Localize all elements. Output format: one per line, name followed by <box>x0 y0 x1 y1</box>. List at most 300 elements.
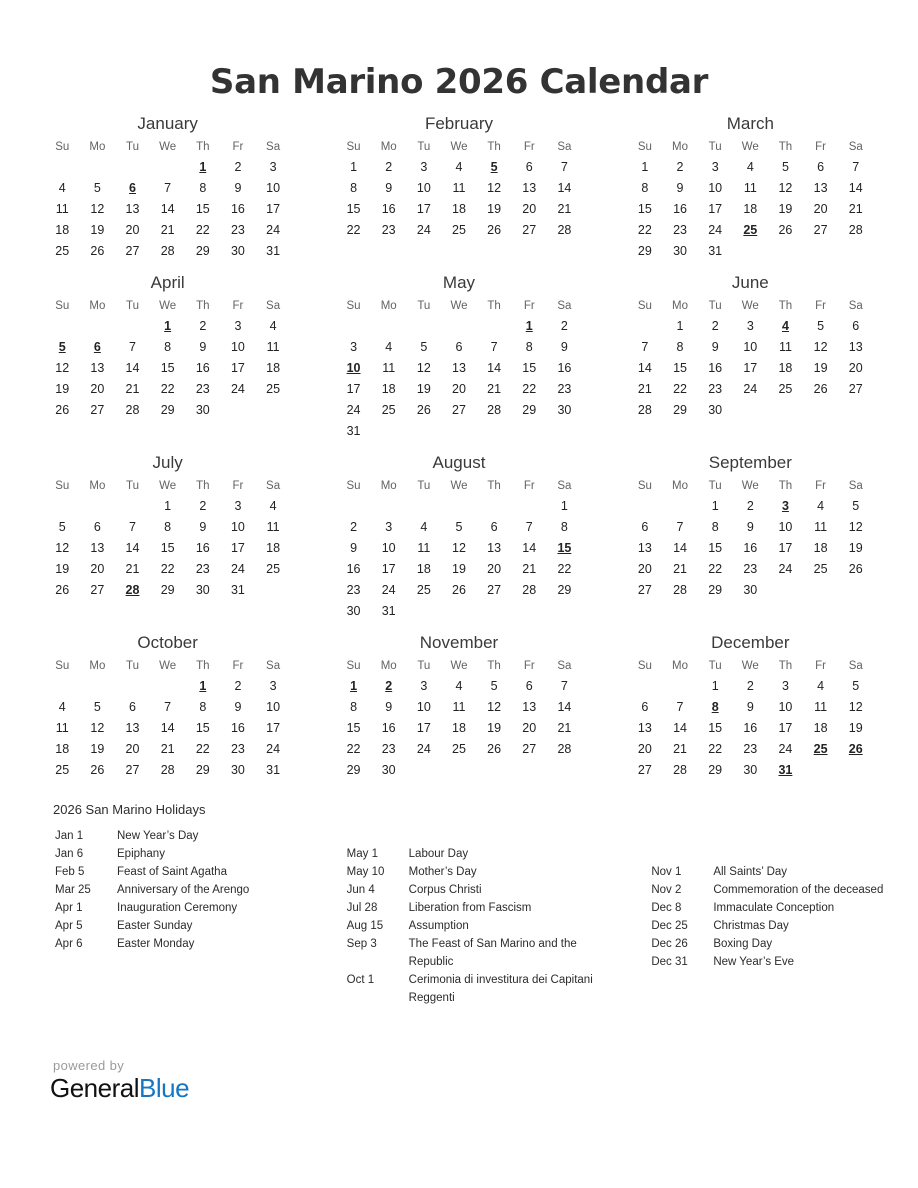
day-cell[interactable]: 7 <box>164 180 172 195</box>
day-cell[interactable]: 22 <box>160 561 175 576</box>
day-cell[interactable]: 22 <box>522 381 537 396</box>
day-cell[interactable]: 23 <box>708 381 723 396</box>
day-cell[interactable]: 4 <box>269 498 277 513</box>
holiday-day-cell[interactable]: 6 <box>93 339 101 354</box>
day-cell[interactable]: 13 <box>90 360 105 375</box>
day-cell[interactable]: 11 <box>266 519 280 534</box>
day-cell[interactable]: 16 <box>230 201 245 216</box>
day-cell[interactable]: 23 <box>230 741 245 756</box>
day-cell[interactable]: 23 <box>743 561 758 576</box>
day-cell[interactable]: 26 <box>487 741 502 756</box>
day-cell[interactable]: 21 <box>557 201 572 216</box>
day-cell[interactable]: 10 <box>708 180 723 195</box>
day-cell[interactable]: 2 <box>199 498 207 513</box>
day-cell[interactable]: 30 <box>708 402 723 417</box>
day-cell[interactable]: 15 <box>708 720 723 735</box>
day-cell[interactable]: 13 <box>522 699 537 714</box>
day-cell[interactable]: 1 <box>711 678 719 693</box>
day-cell[interactable]: 14 <box>557 180 572 195</box>
day-cell[interactable]: 26 <box>90 243 105 258</box>
day-cell[interactable]: 8 <box>199 699 207 714</box>
day-cell[interactable]: 24 <box>230 381 245 396</box>
day-cell[interactable]: 6 <box>641 519 649 534</box>
day-cell[interactable]: 30 <box>195 582 210 597</box>
day-cell[interactable]: 26 <box>778 222 793 237</box>
day-cell[interactable]: 25 <box>452 222 466 237</box>
day-cell[interactable]: 11 <box>452 180 466 195</box>
day-cell[interactable]: 23 <box>346 582 361 597</box>
day-cell[interactable]: 4 <box>58 180 66 195</box>
day-cell[interactable]: 19 <box>778 201 793 216</box>
day-cell[interactable]: 25 <box>416 582 431 597</box>
day-cell[interactable]: 30 <box>381 762 396 777</box>
day-cell[interactable]: 30 <box>230 243 245 258</box>
day-cell[interactable]: 16 <box>557 360 572 375</box>
day-cell[interactable]: 5 <box>852 678 860 693</box>
day-cell[interactable]: 28 <box>160 762 175 777</box>
day-cell[interactable]: 29 <box>637 243 652 258</box>
holiday-day-cell[interactable]: 8 <box>711 699 719 714</box>
day-cell[interactable]: 25 <box>55 762 70 777</box>
day-cell[interactable]: 17 <box>266 720 281 735</box>
day-cell[interactable]: 6 <box>641 699 649 714</box>
day-cell[interactable]: 12 <box>848 699 863 714</box>
holiday-day-cell[interactable]: 1 <box>525 318 533 333</box>
day-cell[interactable]: 25 <box>266 561 281 576</box>
holiday-day-cell[interactable]: 4 <box>781 318 789 333</box>
day-cell[interactable]: 29 <box>160 402 175 417</box>
day-cell[interactable]: 21 <box>673 561 687 576</box>
day-cell[interactable]: 18 <box>452 720 466 735</box>
day-cell[interactable]: 6 <box>852 318 860 333</box>
day-cell[interactable]: 12 <box>848 519 863 534</box>
day-cell[interactable]: 8 <box>676 339 684 354</box>
day-cell[interactable]: 12 <box>487 180 502 195</box>
day-cell[interactable]: 20 <box>522 201 537 216</box>
day-cell[interactable]: 17 <box>346 381 361 396</box>
day-cell[interactable]: 10 <box>416 180 431 195</box>
day-cell[interactable]: 31 <box>230 582 245 597</box>
day-cell[interactable]: 4 <box>455 159 463 174</box>
day-cell[interactable]: 24 <box>416 222 431 237</box>
day-cell[interactable]: 29 <box>195 762 210 777</box>
day-cell[interactable]: 21 <box>557 720 572 735</box>
day-cell[interactable]: 21 <box>160 222 175 237</box>
day-cell[interactable]: 14 <box>848 180 863 195</box>
day-cell[interactable]: 8 <box>711 519 719 534</box>
day-cell[interactable]: 31 <box>266 762 281 777</box>
day-cell[interactable]: 23 <box>381 222 396 237</box>
day-cell[interactable]: 14 <box>522 540 537 555</box>
day-cell[interactable]: 26 <box>90 762 105 777</box>
day-cell[interactable]: 20 <box>522 720 537 735</box>
day-cell[interactable]: 18 <box>266 540 281 555</box>
day-cell[interactable]: 12 <box>452 540 466 555</box>
day-cell[interactable]: 1 <box>560 498 568 513</box>
day-cell[interactable]: 24 <box>743 381 758 396</box>
day-cell[interactable]: 28 <box>557 741 572 756</box>
day-cell[interactable]: 8 <box>199 180 207 195</box>
day-cell[interactable]: 3 <box>711 159 719 174</box>
day-cell[interactable]: 14 <box>160 720 175 735</box>
day-cell[interactable]: 23 <box>195 561 210 576</box>
holiday-day-cell[interactable]: 2 <box>385 678 393 693</box>
day-cell[interactable]: 18 <box>266 360 281 375</box>
day-cell[interactable]: 2 <box>560 318 568 333</box>
day-cell[interactable]: 3 <box>234 318 242 333</box>
day-cell[interactable]: 21 <box>848 201 863 216</box>
day-cell[interactable]: 27 <box>637 582 652 597</box>
day-cell[interactable]: 17 <box>381 561 396 576</box>
day-cell[interactable]: 13 <box>125 201 140 216</box>
day-cell[interactable]: 17 <box>708 201 723 216</box>
day-cell[interactable]: 7 <box>676 519 684 534</box>
day-cell[interactable]: 11 <box>55 720 69 735</box>
day-cell[interactable]: 12 <box>813 339 828 354</box>
day-cell[interactable]: 5 <box>781 159 789 174</box>
day-cell[interactable]: 9 <box>746 699 754 714</box>
holiday-day-cell[interactable]: 10 <box>346 360 361 375</box>
day-cell[interactable]: 16 <box>743 540 758 555</box>
day-cell[interactable]: 20 <box>637 561 652 576</box>
day-cell[interactable]: 20 <box>90 381 105 396</box>
day-cell[interactable]: 28 <box>848 222 863 237</box>
day-cell[interactable]: 28 <box>673 762 687 777</box>
day-cell[interactable]: 2 <box>234 159 242 174</box>
day-cell[interactable]: 3 <box>420 678 428 693</box>
day-cell[interactable]: 21 <box>673 741 687 756</box>
day-cell[interactable]: 7 <box>129 519 136 534</box>
day-cell[interactable]: 27 <box>487 582 502 597</box>
day-cell[interactable]: 13 <box>848 339 863 354</box>
day-cell[interactable]: 30 <box>195 402 210 417</box>
day-cell[interactable]: 27 <box>125 762 140 777</box>
day-cell[interactable]: 7 <box>490 339 498 354</box>
day-cell[interactable]: 18 <box>778 360 793 375</box>
day-cell[interactable]: 29 <box>346 762 361 777</box>
day-cell[interactable]: 3 <box>269 159 277 174</box>
day-cell[interactable]: 6 <box>490 519 498 534</box>
day-cell[interactable]: 6 <box>525 159 533 174</box>
day-cell[interactable]: 12 <box>55 540 70 555</box>
day-cell[interactable]: 21 <box>125 561 140 576</box>
day-cell[interactable]: 15 <box>160 540 175 555</box>
day-cell[interactable]: 26 <box>416 402 431 417</box>
day-cell[interactable]: 19 <box>848 540 863 555</box>
day-cell[interactable]: 13 <box>452 360 466 375</box>
day-cell[interactable]: 20 <box>90 561 105 576</box>
day-cell[interactable]: 23 <box>195 381 210 396</box>
day-cell[interactable]: 9 <box>199 519 207 534</box>
day-cell[interactable]: 14 <box>637 360 652 375</box>
day-cell[interactable]: 9 <box>560 339 568 354</box>
day-cell[interactable]: 22 <box>708 741 723 756</box>
day-cell[interactable]: 19 <box>55 381 70 396</box>
day-cell[interactable]: 6 <box>817 159 825 174</box>
day-cell[interactable]: 29 <box>557 582 572 597</box>
day-cell[interactable]: 13 <box>90 540 105 555</box>
day-cell[interactable]: 27 <box>452 402 466 417</box>
day-cell[interactable]: 25 <box>266 381 281 396</box>
day-cell[interactable]: 20 <box>125 222 140 237</box>
holiday-day-cell[interactable]: 28 <box>125 582 140 597</box>
day-cell[interactable]: 22 <box>637 222 652 237</box>
day-cell[interactable]: 15 <box>673 360 687 375</box>
day-cell[interactable]: 27 <box>522 741 537 756</box>
day-cell[interactable]: 10 <box>416 699 431 714</box>
day-cell[interactable]: 10 <box>230 339 245 354</box>
holiday-day-cell[interactable]: 5 <box>490 159 498 174</box>
day-cell[interactable]: 5 <box>93 699 101 714</box>
day-cell[interactable]: 14 <box>125 360 140 375</box>
day-cell[interactable]: 12 <box>778 180 793 195</box>
day-cell[interactable]: 27 <box>848 381 863 396</box>
day-cell[interactable]: 11 <box>452 699 466 714</box>
day-cell[interactable]: 9 <box>676 180 684 195</box>
day-cell[interactable]: 19 <box>813 360 828 375</box>
day-cell[interactable]: 17 <box>416 201 431 216</box>
day-cell[interactable]: 22 <box>673 381 687 396</box>
day-cell[interactable]: 19 <box>416 381 431 396</box>
holiday-day-cell[interactable]: 3 <box>781 498 789 513</box>
day-cell[interactable]: 5 <box>93 180 101 195</box>
day-cell[interactable]: 14 <box>160 201 175 216</box>
day-cell[interactable]: 28 <box>637 402 652 417</box>
day-cell[interactable]: 18 <box>416 561 431 576</box>
day-cell[interactable]: 9 <box>711 339 719 354</box>
day-cell[interactable]: 5 <box>420 339 428 354</box>
holiday-day-cell[interactable]: 25 <box>743 222 758 237</box>
day-cell[interactable]: 17 <box>416 720 431 735</box>
day-cell[interactable]: 9 <box>350 540 358 555</box>
day-cell[interactable]: 2 <box>234 678 242 693</box>
day-cell[interactable]: 27 <box>90 402 105 417</box>
day-cell[interactable]: 1 <box>641 159 649 174</box>
day-cell[interactable]: 4 <box>746 159 754 174</box>
day-cell[interactable]: 8 <box>525 339 533 354</box>
day-cell[interactable]: 14 <box>487 360 502 375</box>
day-cell[interactable]: 30 <box>743 762 758 777</box>
day-cell[interactable]: 18 <box>55 222 70 237</box>
day-cell[interactable]: 13 <box>522 180 537 195</box>
day-cell[interactable]: 31 <box>708 243 723 258</box>
day-cell[interactable]: 4 <box>420 519 428 534</box>
day-cell[interactable]: 8 <box>350 180 358 195</box>
day-cell[interactable]: 8 <box>164 339 172 354</box>
day-cell[interactable]: 19 <box>487 201 502 216</box>
day-cell[interactable]: 6 <box>455 339 463 354</box>
day-cell[interactable]: 10 <box>778 699 793 714</box>
day-cell[interactable]: 19 <box>90 222 105 237</box>
day-cell[interactable]: 19 <box>848 720 863 735</box>
day-cell[interactable]: 19 <box>452 561 466 576</box>
day-cell[interactable]: 24 <box>381 582 396 597</box>
day-cell[interactable]: 16 <box>195 540 210 555</box>
day-cell[interactable]: 9 <box>746 519 754 534</box>
day-cell[interactable]: 5 <box>58 519 66 534</box>
day-cell[interactable]: 8 <box>641 180 649 195</box>
day-cell[interactable]: 1 <box>711 498 719 513</box>
day-cell[interactable]: 31 <box>346 423 361 438</box>
day-cell[interactable]: 27 <box>813 222 828 237</box>
day-cell[interactable]: 8 <box>164 519 172 534</box>
day-cell[interactable]: 10 <box>743 339 758 354</box>
day-cell[interactable]: 22 <box>195 741 210 756</box>
day-cell[interactable]: 4 <box>817 498 825 513</box>
day-cell[interactable]: 11 <box>814 519 828 534</box>
day-cell[interactable]: 17 <box>230 360 245 375</box>
day-cell[interactable]: 9 <box>234 699 242 714</box>
day-cell[interactable]: 29 <box>708 582 723 597</box>
day-cell[interactable]: 13 <box>125 720 140 735</box>
day-cell[interactable]: 16 <box>743 720 758 735</box>
day-cell[interactable]: 24 <box>778 741 793 756</box>
day-cell[interactable]: 7 <box>641 339 649 354</box>
day-cell[interactable]: 28 <box>160 243 175 258</box>
day-cell[interactable]: 14 <box>557 699 572 714</box>
day-cell[interactable]: 19 <box>55 561 70 576</box>
day-cell[interactable]: 27 <box>522 222 537 237</box>
day-cell[interactable]: 15 <box>195 720 210 735</box>
day-cell[interactable]: 30 <box>557 402 572 417</box>
day-cell[interactable]: 3 <box>746 318 754 333</box>
day-cell[interactable]: 6 <box>129 699 136 714</box>
day-cell[interactable]: 16 <box>195 360 210 375</box>
day-cell[interactable]: 16 <box>673 201 687 216</box>
day-cell[interactable]: 28 <box>522 582 537 597</box>
day-cell[interactable]: 27 <box>637 762 652 777</box>
day-cell[interactable]: 10 <box>381 540 396 555</box>
day-cell[interactable]: 11 <box>382 360 396 375</box>
holiday-day-cell[interactable]: 15 <box>557 540 572 555</box>
day-cell[interactable]: 4 <box>269 318 277 333</box>
day-cell[interactable]: 29 <box>522 402 537 417</box>
day-cell[interactable]: 16 <box>230 720 245 735</box>
day-cell[interactable]: 1 <box>676 318 684 333</box>
day-cell[interactable]: 2 <box>385 159 393 174</box>
day-cell[interactable]: 11 <box>814 699 828 714</box>
day-cell[interactable]: 12 <box>90 201 105 216</box>
day-cell[interactable]: 20 <box>125 741 140 756</box>
day-cell[interactable]: 3 <box>234 498 242 513</box>
day-cell[interactable]: 9 <box>234 180 242 195</box>
day-cell[interactable]: 17 <box>778 720 793 735</box>
day-cell[interactable]: 22 <box>346 222 361 237</box>
day-cell[interactable]: 12 <box>487 699 502 714</box>
holiday-day-cell[interactable]: 25 <box>813 741 828 756</box>
day-cell[interactable]: 10 <box>778 519 793 534</box>
day-cell[interactable]: 7 <box>560 678 568 693</box>
day-cell[interactable]: 14 <box>673 540 687 555</box>
day-cell[interactable]: 4 <box>58 699 66 714</box>
day-cell[interactable]: 23 <box>381 741 396 756</box>
day-cell[interactable]: 24 <box>708 222 723 237</box>
day-cell[interactable]: 26 <box>55 402 70 417</box>
day-cell[interactable]: 2 <box>746 678 754 693</box>
day-cell[interactable]: 30 <box>230 762 245 777</box>
day-cell[interactable]: 18 <box>813 720 828 735</box>
day-cell[interactable]: 25 <box>381 402 396 417</box>
day-cell[interactable]: 15 <box>195 201 210 216</box>
day-cell[interactable]: 18 <box>55 741 70 756</box>
day-cell[interactable]: 27 <box>90 582 105 597</box>
day-cell[interactable]: 23 <box>673 222 687 237</box>
day-cell[interactable]: 26 <box>452 582 466 597</box>
day-cell[interactable]: 16 <box>346 561 361 576</box>
day-cell[interactable]: 4 <box>817 678 825 693</box>
day-cell[interactable]: 7 <box>852 159 860 174</box>
day-cell[interactable]: 30 <box>346 603 361 618</box>
day-cell[interactable]: 15 <box>160 360 175 375</box>
day-cell[interactable]: 28 <box>125 402 140 417</box>
day-cell[interactable]: 21 <box>125 381 140 396</box>
day-cell[interactable]: 16 <box>381 720 396 735</box>
day-cell[interactable]: 26 <box>848 561 863 576</box>
day-cell[interactable]: 19 <box>90 741 105 756</box>
day-cell[interactable]: 7 <box>164 699 172 714</box>
day-cell[interactable]: 2 <box>711 318 719 333</box>
day-cell[interactable]: 13 <box>487 540 502 555</box>
day-cell[interactable]: 25 <box>55 243 70 258</box>
day-cell[interactable]: 15 <box>346 720 361 735</box>
day-cell[interactable]: 18 <box>381 381 396 396</box>
day-cell[interactable]: 24 <box>416 741 431 756</box>
day-cell[interactable]: 22 <box>346 741 361 756</box>
day-cell[interactable]: 25 <box>813 561 828 576</box>
day-cell[interactable]: 7 <box>560 159 568 174</box>
day-cell[interactable]: 5 <box>817 318 825 333</box>
day-cell[interactable]: 17 <box>743 360 758 375</box>
day-cell[interactable]: 27 <box>125 243 140 258</box>
day-cell[interactable]: 28 <box>557 222 572 237</box>
day-cell[interactable]: 11 <box>55 201 69 216</box>
day-cell[interactable]: 15 <box>346 201 361 216</box>
day-cell[interactable]: 29 <box>160 582 175 597</box>
holiday-day-cell[interactable]: 5 <box>58 339 66 354</box>
day-cell[interactable]: 18 <box>452 201 466 216</box>
day-cell[interactable]: 24 <box>778 561 793 576</box>
day-cell[interactable]: 11 <box>266 339 280 354</box>
day-cell[interactable]: 26 <box>813 381 828 396</box>
day-cell[interactable]: 9 <box>385 699 393 714</box>
day-cell[interactable]: 23 <box>743 741 758 756</box>
day-cell[interactable]: 2 <box>350 519 358 534</box>
holiday-day-cell[interactable]: 31 <box>778 762 793 777</box>
day-cell[interactable]: 5 <box>490 678 498 693</box>
day-cell[interactable]: 17 <box>230 540 245 555</box>
day-cell[interactable]: 30 <box>743 582 758 597</box>
day-cell[interactable]: 22 <box>708 561 723 576</box>
day-cell[interactable]: 30 <box>673 243 687 258</box>
day-cell[interactable]: 9 <box>385 180 393 195</box>
day-cell[interactable]: 29 <box>708 762 723 777</box>
day-cell[interactable]: 15 <box>708 540 723 555</box>
day-cell[interactable]: 29 <box>195 243 210 258</box>
day-cell[interactable]: 9 <box>199 339 207 354</box>
day-cell[interactable]: 20 <box>487 561 502 576</box>
day-cell[interactable]: 3 <box>385 519 393 534</box>
day-cell[interactable]: 13 <box>813 180 828 195</box>
day-cell[interactable]: 24 <box>346 402 361 417</box>
day-cell[interactable]: 25 <box>452 741 466 756</box>
day-cell[interactable]: 20 <box>637 741 652 756</box>
day-cell[interactable]: 11 <box>778 339 792 354</box>
day-cell[interactable]: 20 <box>452 381 466 396</box>
day-cell[interactable]: 24 <box>266 222 281 237</box>
day-cell[interactable]: 14 <box>125 540 140 555</box>
holiday-day-cell[interactable]: 26 <box>848 741 863 756</box>
day-cell[interactable]: 7 <box>525 519 533 534</box>
